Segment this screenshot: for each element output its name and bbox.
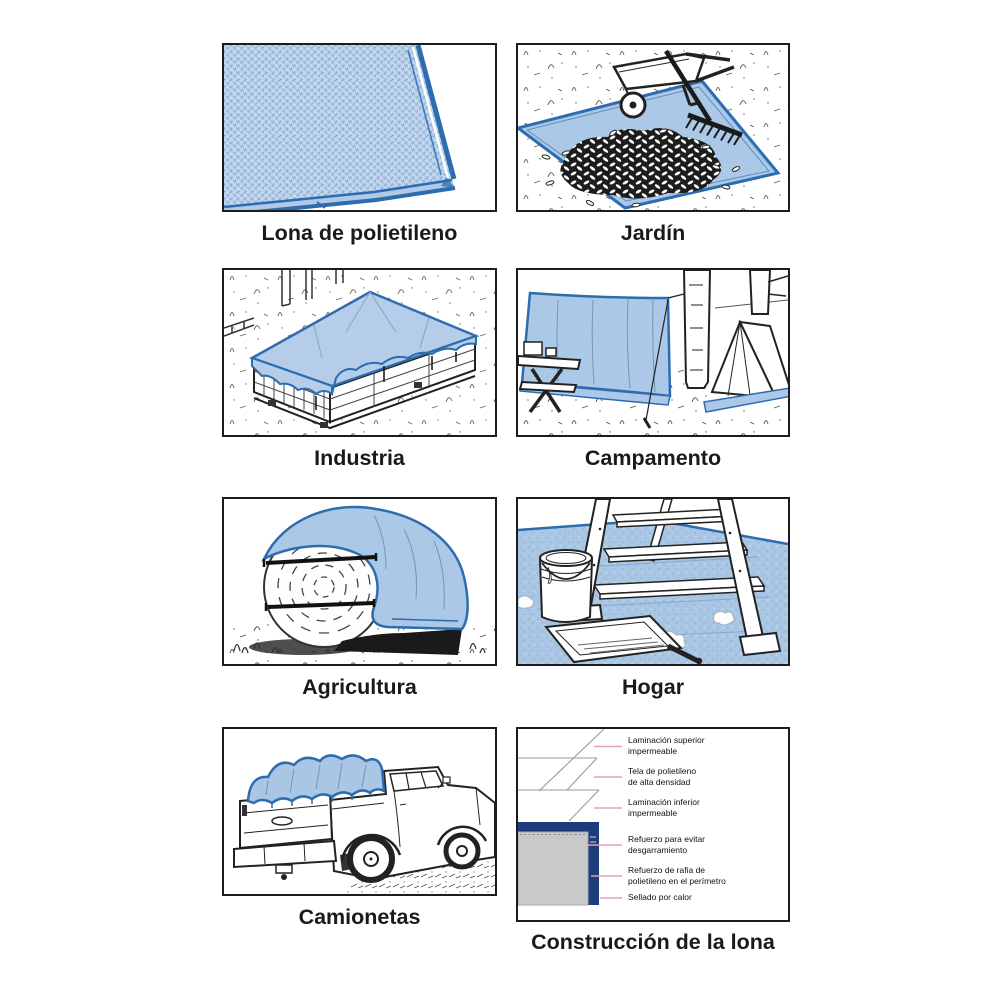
camping-illustration <box>518 270 788 435</box>
panel-jardin <box>516 43 790 212</box>
caption-construccion: Construcción de la lona <box>531 930 775 954</box>
panel-hogar <box>516 497 790 666</box>
paint-can <box>540 550 592 622</box>
tarp-corner <box>224 45 455 210</box>
panel-campamento <box>516 268 790 437</box>
construction-label-6: Sellado por calor <box>628 892 692 902</box>
panel-camionetas <box>222 727 497 896</box>
caption-jardin: Jardín <box>620 221 686 245</box>
pickup-truck-illustration <box>224 729 495 894</box>
caption-campamento: Campamento <box>584 446 722 470</box>
construction-label-5: Refuerzo de rafia de polietileno en el perímetro <box>628 865 726 886</box>
assembled-tarp-corner <box>518 822 599 905</box>
caption-agricultura: Agricultura <box>302 675 417 699</box>
home-illustration <box>518 499 788 664</box>
caption-hogar: Hogar <box>621 675 685 699</box>
construction-label-2: Tela de polietileno de alta densidad <box>628 766 697 787</box>
industry-illustration <box>224 270 495 435</box>
panel-lona <box>222 43 497 212</box>
panel-industria <box>222 268 497 437</box>
caption-camionetas: Camionetas <box>298 905 421 929</box>
caption-industria: Industria <box>314 446 405 470</box>
panel-construccion <box>516 727 790 922</box>
caption-lona: Lona de polietileno <box>261 221 458 245</box>
construction-label-3: Laminación inferior impermeable <box>628 797 700 818</box>
tarp-corner-illustration <box>224 45 495 210</box>
agriculture-illustration <box>224 499 495 664</box>
construction-label-1: Laminación superior impermeable <box>628 735 705 756</box>
panel-agricultura <box>222 497 497 666</box>
construction-label-4: Refuerzo para evitar desgarramiento <box>628 834 706 855</box>
garden-illustration <box>518 45 788 210</box>
